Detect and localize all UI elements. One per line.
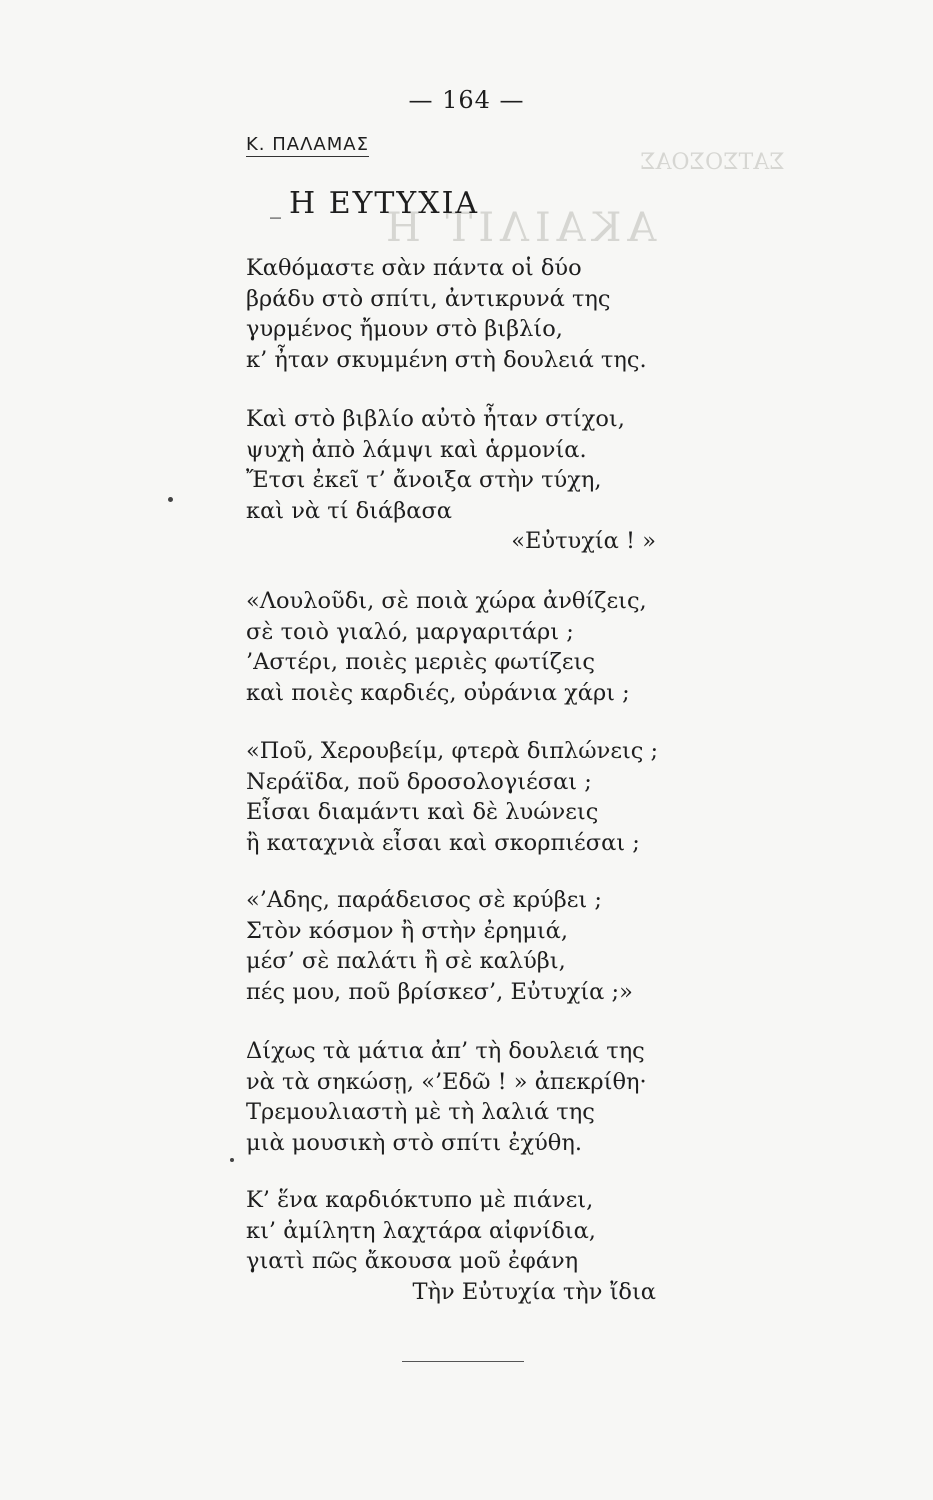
page-number: — 164 —	[408, 86, 525, 114]
poem-line: ’Αστέρι, ποιὲς μεριὲς φωτίζεις	[246, 649, 596, 675]
poem-title-text: Η ΕΥΤΥΧΙΑ	[289, 186, 480, 221]
poem-line: Δίχως τὰ μάτια ἀπ’ τὴ δουλειά της	[246, 1038, 645, 1064]
poem-line: μέσ’ σὲ παλάτι ἢ σὲ καλύβι,	[246, 948, 566, 974]
stanza-6	[246, 1036, 647, 1158]
poem-line: πές μου, ποῦ βρίσκεσ’, Εὐτυχία ;»	[246, 978, 633, 1005]
poem-line: Καθόμαστε σὰν πάντα οἱ δύο	[246, 255, 582, 281]
stanza-3	[246, 586, 647, 708]
poem-line: «Ποῦ, Χερουβείμ, φτερὰ διπλώνεις ;	[246, 738, 659, 764]
poem-line: Τρεμουλιαστὴ μὲ τὴ λαλιά της	[246, 1099, 595, 1125]
show-through-title: ΣΑΤΣΟΣΟΑΣ	[640, 150, 785, 175]
poem-line-indented: «Εὐτυχία ! »	[511, 528, 656, 554]
poem-line: βράδυ στὸ σπίτι, ἀντικρυνά της	[246, 285, 611, 312]
title-dash: _	[270, 194, 283, 219]
poem-line: Κ’ ἕνα καρδιόκτυπο μὲ πιάνει,	[246, 1187, 594, 1213]
stanza-5	[246, 885, 633, 1007]
poem-line: Νεράϊδα, ποῦ δροσολογιέσαι ;	[246, 768, 592, 795]
show-through-heading: ΑΚΑΙΛΙΤ Η	[380, 205, 657, 251]
ink-speck	[230, 1158, 234, 1162]
poem-line: Εἶσαι διαμάντι καὶ δὲ λυώνεις	[246, 799, 599, 825]
poem-line: κ’ ἦταν σκυμμένη στὴ δουλειά της.	[246, 346, 647, 373]
stanza-2	[246, 404, 656, 557]
poem-line: Καὶ στὸ βιβλίο αὐτὸ ἦταν στίχοι,	[246, 406, 625, 432]
poem-title	[270, 186, 479, 221]
ink-speck	[168, 497, 173, 502]
poem-line: νὰ τὰ σηκώσῃ, «’Εδῶ ! » ἀπεκρίθη·	[246, 1068, 647, 1095]
poem-line: ἢ καταχνιὰ εἶσαι καὶ σκορπιέσαι ;	[246, 829, 640, 856]
poem-line: Στὸν κόσμον ἢ στὴν ἐρημιά,	[246, 917, 569, 944]
end-rule	[402, 1361, 524, 1362]
poem-line: σὲ τοιὸ γιαλό, μαργαριτάρι ;	[246, 618, 574, 645]
author-name: Κ. ΠΑΛΑΜΑΣ	[246, 134, 369, 155]
poem-line: κι’ ἀμίλητη λαχτάρα αἰφνίδια,	[246, 1217, 596, 1244]
poem-line: μιὰ μουσικὴ στὸ σπίτι ἐχύθη.	[246, 1129, 582, 1156]
poem-line: «Λουλοῦδι, σὲ ποιὰ χώρα ἀνθίζεις,	[246, 588, 647, 614]
poem-line: γυρμένος ἤμουν στὸ βιβλίο,	[246, 316, 563, 342]
stanza-1	[246, 253, 647, 375]
poem-line: «’Αδης, παράδεισος σὲ κρύβει ;	[246, 887, 602, 913]
poem-line-indented: Τὴν Εὐτυχία τὴν ἴδια	[412, 1278, 656, 1305]
poem-line: καὶ ποιὲς καρδιές, οὐράνια χάρι ;	[246, 679, 630, 706]
poem-line: γιατὶ πῶς ἄκουσα μοῦ ἐφάνη	[246, 1248, 579, 1274]
poem-line: καὶ νὰ τί διάβασα	[246, 497, 452, 524]
poem-line: ψυχὴ ἀπὸ λάμψι καὶ ἁρμονία.	[246, 436, 587, 463]
stanza-7	[246, 1185, 656, 1307]
poem-line: Ἔτσι ἐκεῖ τ’ ἄνοιξα στὴν τύχη,	[246, 467, 602, 493]
stanza-4	[246, 736, 658, 858]
